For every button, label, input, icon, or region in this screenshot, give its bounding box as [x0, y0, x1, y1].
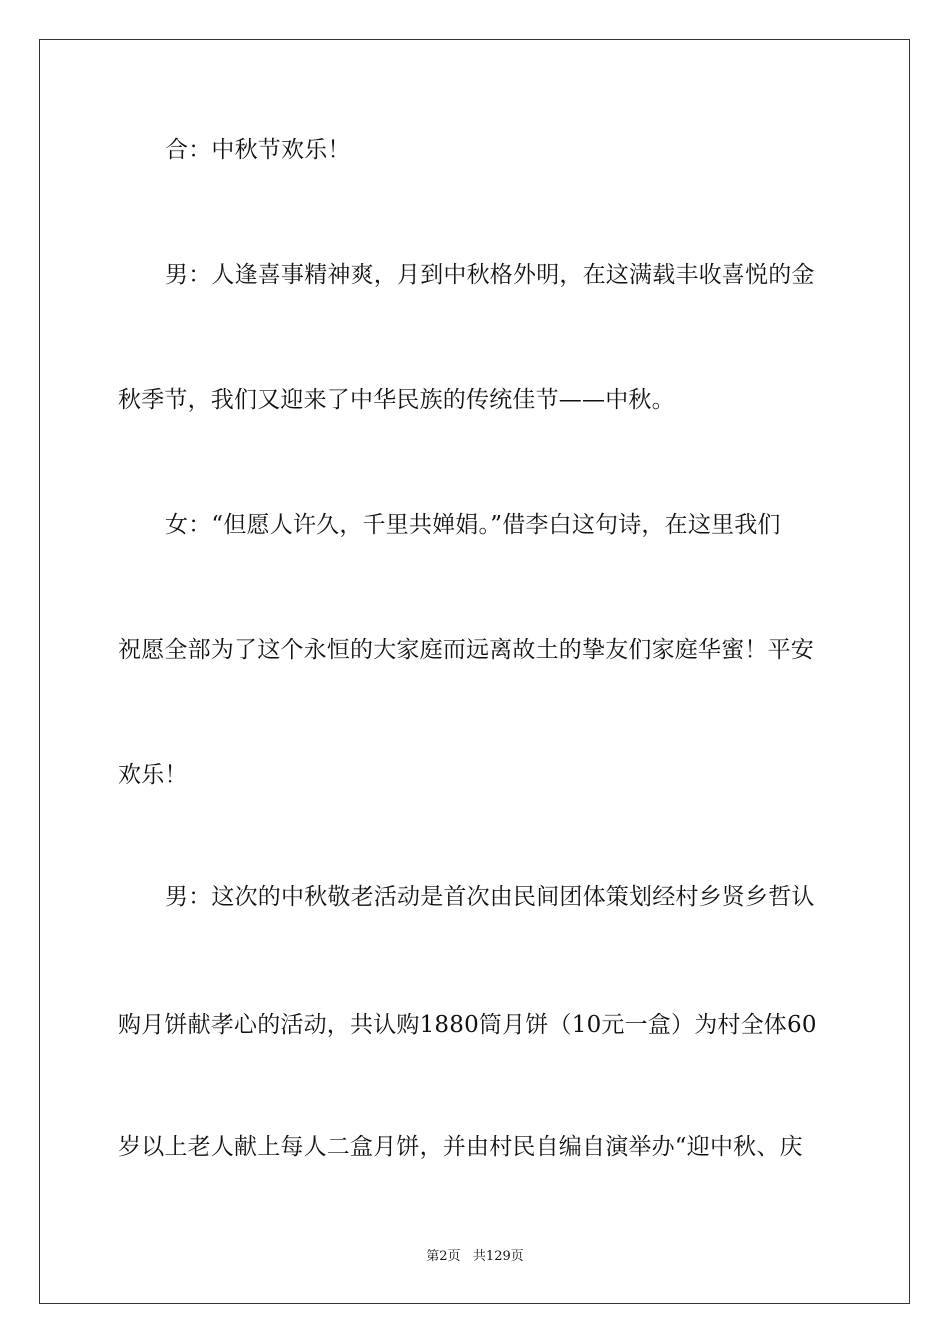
page-footer: [0, 1248, 950, 1266]
paragraph-3-line-3: 欢乐！: [118, 762, 188, 788]
paragraph-2-line-1: 男：人逢喜事精神爽，月到中秋格外明，在这满载丰收喜悦的金: [165, 262, 815, 288]
paragraph-4-line-1: 男：这次的中秋敬老活动是首次由民间团体策划经村乡贤乡哲认: [165, 884, 815, 910]
paragraph-4-line-2: 购月饼献孝心的活动，共认购1880筒月饼（10元一盒）为村全体60: [118, 1012, 817, 1038]
paragraph-1-line-1: 合：中秋节欢乐！: [165, 137, 351, 163]
paragraph-2-line-2: 秋季节，我们又迎来了中华民族的传统佳节——中秋。: [118, 387, 675, 413]
paragraph-3-line-1: 女：“但愿人许久，千里共婵娟。”借李白这句诗，在这里我们: [165, 512, 781, 538]
total-pages: 共129页: [472, 1249, 524, 1264]
page-border: [39, 39, 910, 1304]
paragraph-4-line-3: 岁以上老人献上每人二盒月饼，并由村民自编自演举办“迎中秋、庆: [118, 1134, 803, 1160]
page-number: 第2页: [426, 1249, 461, 1264]
paragraph-3-line-2: 祝愿全部为了这个永恒的大家庭而远离故土的挚友们家庭华蜜！平安: [118, 637, 814, 663]
